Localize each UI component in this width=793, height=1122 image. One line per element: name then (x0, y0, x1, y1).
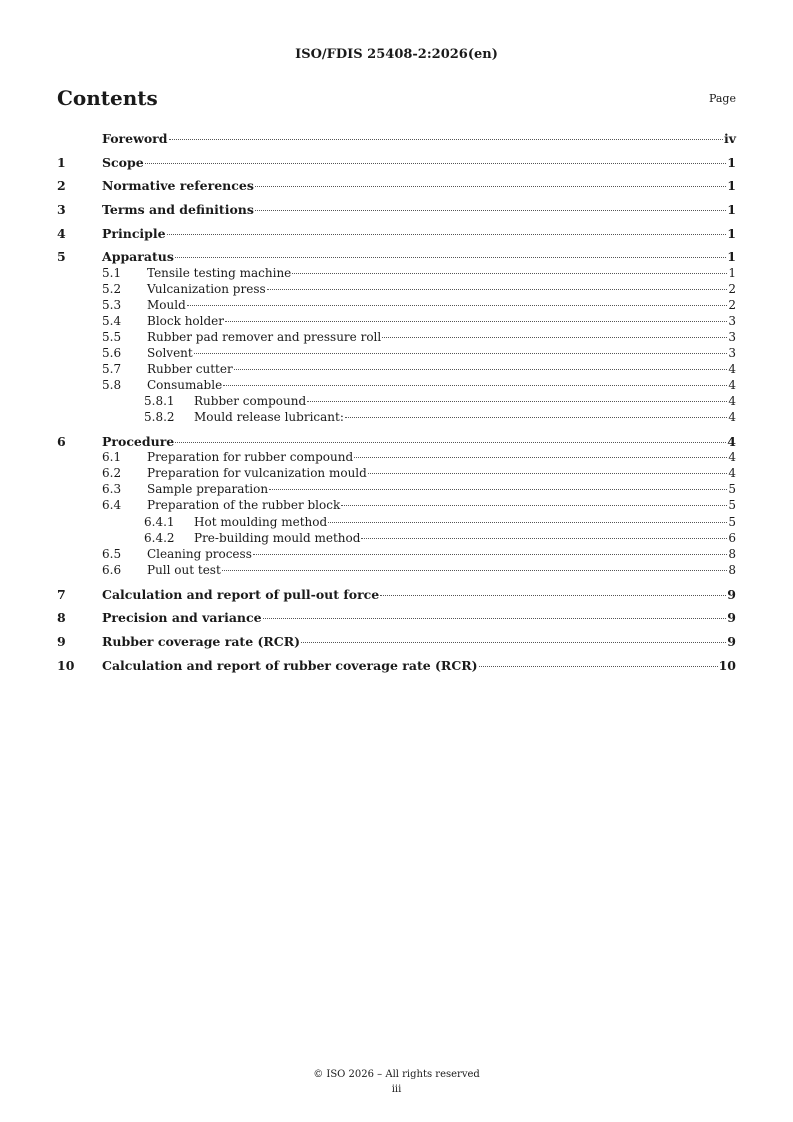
toc-entry-number: 6 (57, 434, 66, 450)
toc-entry-title: Calculation and report of rubber coverage rate (RCR) (102, 657, 478, 673)
toc-entry[interactable] (57, 249, 736, 265)
toc-entry-number: 1 (57, 154, 66, 170)
toc-entry-number: 5.8 (102, 378, 122, 393)
page-footer (0, 1067, 793, 1097)
dot-leader (167, 234, 727, 235)
toc-entry[interactable] (57, 563, 736, 579)
toc-entry-page: 8 (728, 546, 736, 561)
toc-entry-page: 1 (727, 154, 736, 170)
toc-entry-number: 2 (57, 178, 66, 194)
dot-leader (368, 473, 728, 474)
toc-entry-page: 1 (727, 249, 736, 265)
toc-entry[interactable] (57, 282, 736, 298)
toc-entry-title: Pre-building mould method (194, 530, 361, 545)
toc-entry-number: 5.2 (102, 281, 122, 296)
dot-leader (169, 139, 723, 140)
toc-entry-page: 5 (728, 482, 736, 497)
toc-entry-number: 10 (57, 657, 75, 673)
toc-entry-page: 4 (728, 410, 736, 425)
toc-entry-page: 1 (727, 202, 736, 218)
page-column-label: Page (708, 92, 736, 105)
dot-leader (187, 305, 728, 306)
toc-entry-number: 6.4.2 (144, 530, 175, 545)
dot-leader (341, 505, 727, 506)
toc-entry-number: 5.8.2 (144, 410, 175, 425)
toc-entry-title: Terms and definitions (102, 202, 254, 218)
toc-entry-title: Solvent (147, 346, 193, 360)
toc-entry-title: Calculation and report of pull-out force (102, 586, 380, 602)
toc-entry-number: 6.3 (102, 482, 122, 497)
toc-entry-number: 5 (57, 249, 66, 265)
dot-leader (253, 554, 728, 555)
toc-entry-number: 4 (57, 225, 66, 241)
toc-entry-page: 1 (727, 225, 736, 241)
dot-leader (255, 186, 726, 187)
toc-entry-title: Hot moulding method (194, 514, 328, 529)
toc-entry-number: 8 (57, 610, 66, 626)
toc-entry-page: 8 (728, 562, 736, 577)
toc-entry-number: 5.3 (102, 297, 122, 312)
toc-entry-number: 3 (57, 202, 66, 218)
toc-entry-title: Preparation of the rubber block (147, 498, 341, 513)
toc-entry[interactable] (57, 378, 736, 394)
toc-entry-title: Pull out test (147, 562, 221, 577)
toc-entry-number: 5.5 (102, 329, 122, 344)
toc-entry-title: Rubber compound (194, 394, 307, 409)
toc-entry-page: 4 (728, 394, 736, 409)
toc-entry-page: 1 (728, 265, 736, 280)
toc-entry-page: 10 (718, 657, 736, 673)
toc-entry-number: 6.5 (102, 546, 122, 561)
toc-entry-title: Rubber pad remover and pressure roll (147, 329, 382, 344)
page-header: ISO/FDIS 25408-2:2026(en) (295, 47, 498, 62)
toc-entry-number: 6.1 (102, 450, 122, 465)
toc-entry[interactable] (57, 482, 736, 498)
toc-entry-number: 5.4 (102, 313, 122, 328)
dot-leader (175, 257, 726, 258)
dot-leader (328, 522, 727, 523)
toc-entry-page: 2 (728, 281, 736, 296)
toc-entry-page: 9 (727, 586, 736, 602)
toc-entry-page: 1 (727, 178, 736, 194)
toc-entry[interactable] (57, 266, 736, 282)
toc-entry-page: 4 (728, 466, 736, 481)
toc-entry-page: 3 (728, 346, 736, 360)
toc-entry-title: Foreword (102, 131, 168, 146)
toc-entry-title: Preparation for vulcanization mould (147, 466, 367, 481)
toc-entry-title: Normative references (102, 178, 254, 194)
toc-entry[interactable] (57, 498, 736, 514)
toc-entry-title: Sample preparation (147, 482, 269, 497)
dot-leader (255, 210, 726, 211)
contents-title: Contents (57, 86, 158, 110)
toc-entry-title: Mould release lubricant: (194, 410, 344, 425)
toc-entry-title: Principle (102, 225, 166, 241)
toc-entry-page: 9 (727, 633, 736, 649)
toc-entry-title: Rubber coverage rate (RCR) (102, 633, 301, 649)
toc-entry-page: iv (723, 131, 736, 146)
dot-leader (354, 457, 727, 458)
toc-entry-number: 5.1 (102, 265, 122, 280)
toc-entry[interactable] (57, 362, 736, 378)
toc-entry-title: Tensile testing machine (147, 265, 292, 280)
dot-leader (269, 489, 727, 490)
toc-entry-page: 9 (727, 610, 736, 626)
dot-leader (222, 570, 728, 571)
toc-entry[interactable] (57, 515, 736, 531)
dot-leader (267, 289, 728, 290)
toc-entry[interactable] (57, 658, 736, 674)
toc-entry[interactable] (57, 202, 736, 218)
toc-entry-title: Preparation for rubber compound (147, 450, 354, 465)
toc-entry[interactable] (57, 131, 736, 147)
toc-entry-number: 6.4.1 (144, 514, 175, 529)
toc-entry-page: 5 (728, 514, 736, 529)
dot-leader (301, 642, 726, 643)
toc-entry[interactable] (57, 155, 736, 171)
toc-entry[interactable] (57, 610, 736, 626)
toc-entry-number: 6.2 (102, 466, 122, 481)
toc-entry-title: Rubber cutter (147, 362, 233, 377)
toc-entry[interactable] (57, 346, 736, 362)
toc-entry-title: Vulcanization press (147, 281, 266, 296)
toc-entry[interactable] (57, 434, 736, 450)
toc-entry-title: Cleaning process (147, 546, 252, 561)
toc-entry[interactable] (57, 298, 736, 314)
dot-leader (223, 385, 727, 386)
dot-leader (479, 666, 718, 667)
toc-entry[interactable] (57, 547, 736, 563)
dot-leader (361, 538, 727, 539)
toc-entry[interactable] (57, 466, 736, 482)
toc-entry-number: 9 (57, 633, 66, 649)
toc-entry-title: Consumable (147, 378, 223, 393)
toc-entry-number: 6.4 (102, 498, 122, 513)
toc-entry-number: 5.8.1 (144, 394, 175, 409)
toc-entry[interactable] (57, 330, 736, 346)
toc-entry-number: 6.6 (102, 562, 122, 577)
toc-entry-page: 4 (728, 378, 736, 393)
toc-entry[interactable] (57, 226, 736, 242)
dot-leader (234, 369, 728, 370)
toc-entry-page: 3 (728, 329, 736, 344)
dot-leader (292, 273, 727, 274)
toc-entry[interactable] (57, 178, 736, 194)
toc-entry-page: 6 (728, 530, 736, 545)
toc-entry-title: Block holder (147, 313, 224, 328)
dot-leader (307, 401, 727, 402)
toc-entry-page: 4 (728, 362, 736, 377)
dot-leader (380, 595, 726, 596)
toc-entry-title: Apparatus (102, 249, 174, 265)
dot-leader (225, 321, 727, 322)
dot-leader (194, 353, 728, 354)
toc-entry-number: 7 (57, 586, 66, 602)
toc-entry-number: 5.7 (102, 362, 122, 377)
toc-entry-title: Mould (147, 297, 186, 312)
dot-leader (382, 337, 727, 338)
copyright-notice: © ISO 2026 – All rights reserved (313, 1069, 480, 1080)
toc-entry[interactable] (57, 531, 736, 547)
toc-entry-number: 5.6 (102, 346, 122, 360)
toc-entry[interactable] (57, 410, 736, 426)
toc-entry-title: Precision and variance (102, 610, 262, 626)
dot-leader (145, 163, 727, 164)
table-of-contents (57, 131, 736, 674)
toc-entry[interactable] (57, 587, 736, 603)
toc-entry[interactable] (57, 394, 736, 410)
dot-leader (263, 618, 727, 619)
toc-entry[interactable] (57, 634, 736, 650)
toc-entry-page: 4 (727, 434, 736, 450)
page-number: iii (391, 1084, 402, 1095)
toc-entry[interactable] (57, 450, 736, 466)
toc-entry-page: 4 (728, 450, 736, 465)
dot-leader (345, 417, 727, 418)
toc-entry-page: 3 (728, 313, 736, 328)
toc-entry[interactable] (57, 314, 736, 330)
toc-entry-title: Procedure (102, 434, 175, 450)
toc-entry-page: 5 (728, 498, 736, 513)
toc-entry-page: 2 (728, 297, 736, 312)
toc-entry-title: Scope (102, 154, 144, 170)
dot-leader (175, 442, 726, 443)
